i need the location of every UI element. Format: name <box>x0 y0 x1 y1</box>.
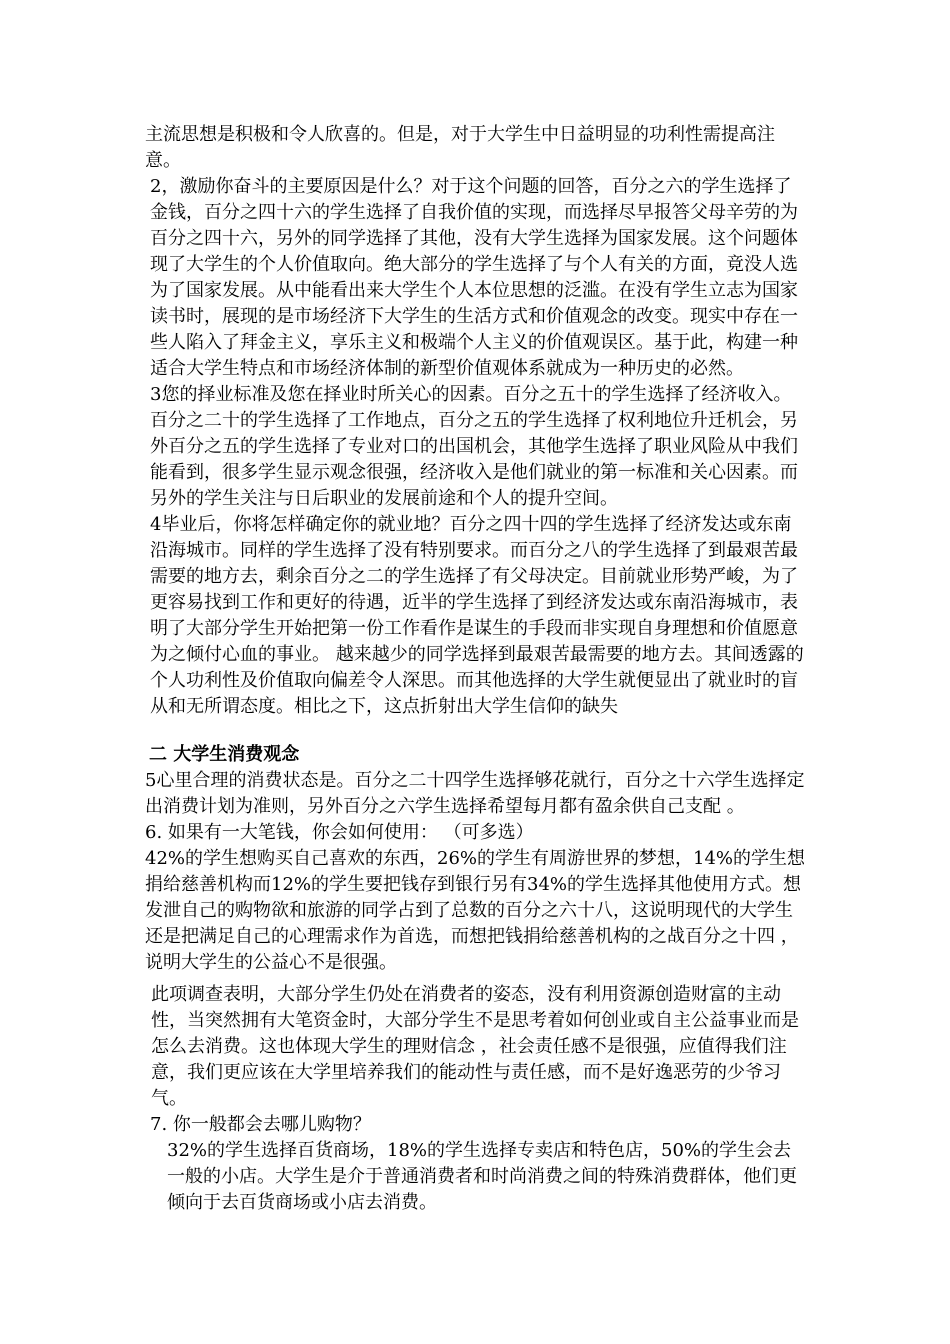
paragraph-8: 此项调查表明，大部分学生仍处在消费者的姿态，没有利用资源创造财富的主动性，当突然拥有大笔资金时，大部分学生不是思考着如何创业或自主公益事业而是怎么去消费。这也体现大学生的理财信念 ，社会责任感不是很强，应值得我们注意，我们更应该在大学里培养我们的能动性与责任感，而不是好逸恶劳的少爷习气。 <box>151 984 799 1109</box>
paragraph-3: 3您的择业标准及您在择业时所关心的因素。百分之五十的学生选择了经济收入。百分之二十的学生选择了工作地点，百分之五的学生选择了权利地位升迁机会，另外百分之五的学生选择了专业对口的出国机会，其他学生选择了职业风险从中我们能看到，很多学生显示观念很强，经济收入是他们就业的第一标准和关心因素。而另外的学生关注与日后职业的发展前途和个人的提升空间。 <box>150 384 798 509</box>
paragraph-1: 主流思想是积极和令人欣喜的。但是，对于大学生中日益明显的功利性需提高注意。 <box>145 124 775 171</box>
paragraph-2: 2，激励你奋斗的主要原因是什么？对于这个问题的回答，百分之六的学生选择了金钱，百分之四十六的学生选择了自我价值的实现，而选择尽早报答父母辛劳的为百分之四十六，另外的同学选择了其他，没有大学生选择为国家发展。这个问题体现了大学生的个人价值取向。绝大部分的学生选择了与个人有关的方面，竟没人选为了国家发展。从中能看出来大学生个人本位思想的泛滥。在没有学生立志为国家读书时，展现的是市场经济下大学生的生活方式和价值观念的改变。现实中存在一些人陷入了拜金主义，享乐主义和极端个人主义的价值观误区。基于此，构建一种适合大学生特点和市场经济体制的新型价值观体系就成为一种历史的必然。 <box>150 176 798 379</box>
paragraph-4: 4毕业后，你将怎样确定你的就业地？百分之四十四的学生选择了经济发达或东南沿海城市。同样的学生选择了没有特别要求。而百分之八的学生选择了到最艰苦最需要的地方去，剩余百分之二的学生选择了有父母决定。目前就业形势严峻，为了更容易找到工作和更好的待遇，近半的学生选择了到经济发达或东南沿海城市，表明了大部分学生开始把第一份工作看作是谋生的手段而非实现自身理想和价值愿意为之倾付心血的事业。 越来越少的同学选择到最艰苦最需要的地方去。其间透露的个人功利性及价值取向偏差令人深思。而其他选择的大学生就便显出了就业时的盲从和无所谓态度。相比之下，这点折射出大学生信仰的缺失 <box>150 514 804 717</box>
question-7: 7. 你一般都会去哪儿购物？ <box>150 1114 371 1135</box>
document-body <box>145 122 809 1216</box>
paragraph-7: 42%的学生想购买自己喜欢的东西，26%的学生有周游世界的梦想，14%的学生想捐给慈善机构而12%的学生要把钱存到银行另有34%的学生选择其他使用方式。想发泄自己的购物欲和旅游的同学占到了总数的百分之六十八，这说明现代的大学生还是把满足自己的心理需求作为首选，而想把钱捐给慈善机构的之战百分之十四 ，说明大学生的公益心不是很强。 <box>145 848 806 973</box>
section-heading: 二 大学生消费观念 <box>149 744 300 765</box>
paragraph-5: 5心里合理的消费状态是。百分之二十四学生选择够花就行，百分之十六学生选择定出消费计划为准则，另外百分之六学生选择希望每月都有盈余供自己支配 。 <box>145 770 805 817</box>
question-6: 6. 如果有一大笔钱，你会如何使用： （可多选） <box>145 822 534 843</box>
paragraph-10: 32%的学生选择百货商场，18%的学生选择专卖店和特色店，50%的学生会去一般的小店。大学生是介于普通消费者和时尚消费之间的特殊消费群体，他们更倾向于去百货商场或小店去消费。 <box>167 1140 797 1213</box>
